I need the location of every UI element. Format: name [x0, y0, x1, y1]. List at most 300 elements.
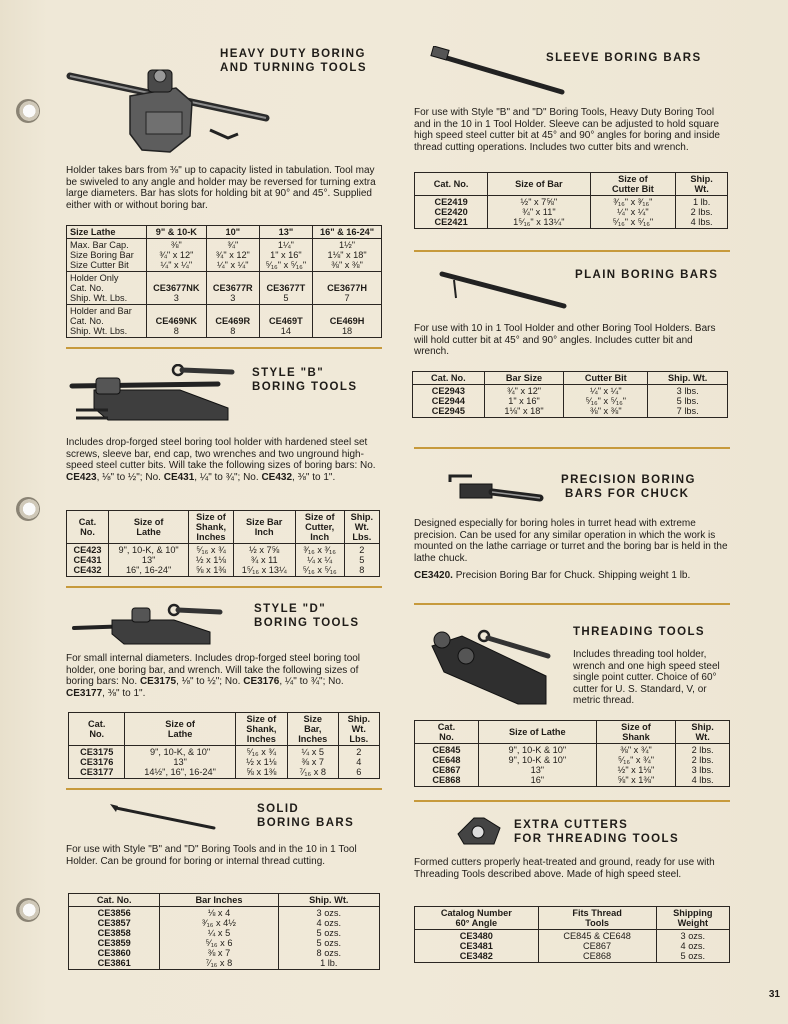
table-cell-line: CE3480 [459, 931, 493, 941]
extra-title: EXTRA CUTTERS FOR THREADING TOOLS [514, 819, 680, 845]
table-cell-line: 5 [283, 293, 289, 303]
table-cell [313, 272, 382, 305]
column-header-line: Size of [304, 512, 335, 522]
column-header-line: Inches [298, 734, 328, 744]
table-cell-line: 8 [173, 326, 179, 336]
table-cell-line: CE3856 [97, 908, 131, 918]
column-header-line: Catalog Number [440, 908, 512, 918]
column-header [295, 511, 344, 544]
section-divider [414, 250, 730, 252]
table-cell-line: CE3175 [80, 747, 114, 757]
table-cell-line: ⅜ x 7 [301, 757, 324, 767]
table-cell-line: 1⁵⁄₁₆ x 13¼ [241, 565, 287, 575]
column-header-line: Inches [196, 532, 226, 542]
column-header: Cat. No. [413, 372, 485, 385]
table-cell [676, 744, 730, 787]
column-header-line: Wt. [694, 184, 709, 194]
heavy-duty-title: HEAVY DUTY BORING AND TURNING TOOLS [220, 48, 367, 74]
table-cell [146, 305, 206, 338]
table-cell-line: ³⁄₁₆ x 4½ [202, 918, 236, 928]
threading-table [414, 720, 730, 787]
catalog-number: CE423 [66, 471, 97, 483]
column-header-line: Fits Thread [572, 908, 622, 918]
column-header-line: Size Bar [246, 517, 283, 527]
binder-hole [16, 99, 40, 123]
table-cell-line: ¼" x ¼" [160, 260, 193, 270]
sleeve-description: For use with Style "B" and "D" Boring Tools, Heavy Duty Boring Tool and in the 10 in 1 Tool Holder. Sleeve can be adjusted to hold square high speed steel cutter bit at 45° and 90° angles for boring and inside thread cutting operations. Includes two cutter bits and wrench. [414, 107, 720, 153]
sleeve-title: SLEEVE BORING BARS [546, 52, 702, 64]
row-label-line: Ship. Wt. Lbs. [70, 293, 128, 303]
table-cell-line: CE3482 [459, 951, 493, 961]
table-cell [538, 930, 656, 963]
table-cell-line: ³⁄₁₆" x ³⁄₁₆" [613, 197, 653, 207]
column-header-line: Cutter Bit [611, 184, 654, 194]
table-cell-line: CE2419 [434, 197, 468, 207]
table-cell-line: ½ x 1⅛ [195, 555, 227, 565]
table-cell-line: ⁵⁄₁₆" x ⁵⁄₁₆" [265, 260, 307, 270]
threading-title: THREADING TOOLS [573, 626, 705, 638]
column-header-line: Cat. [437, 722, 456, 732]
section-divider [414, 800, 730, 802]
column-header [415, 173, 488, 196]
extra-table [414, 906, 730, 963]
table-cell-line: ⅝ x 1⅜ [246, 767, 277, 777]
page-number: 31 [768, 989, 780, 1000]
table-cell [189, 544, 233, 577]
style-d-description [66, 653, 382, 699]
table-cell-line: ⁵⁄₁₆ x 6 [205, 938, 233, 948]
table-cell-line: CE845 [432, 745, 461, 755]
table-cell-line: CE3176 [80, 757, 114, 767]
column-header-line: 60° Angle [455, 918, 498, 928]
column-header-line: Inch [254, 527, 274, 537]
table-cell-line: CE2943 [431, 386, 465, 396]
table-cell [676, 196, 728, 229]
precision-cat-no: CE3420. [414, 570, 453, 581]
table-cell-line: ⅜" x ¾" [620, 745, 652, 755]
table-cell-line: ⅝ x 1⅜ [195, 565, 227, 575]
table-cell-line: ⁷⁄₁₆ x 8 [299, 767, 326, 777]
table-cell-line [263, 306, 309, 316]
description-text: Includes drop-forged steel boring tool holder with hardened steel set screws, sleeve bar, end cap, two wrenches and two unground high-speed steel cutter bits. Will take the following sizes of boring bars: No. [66, 437, 376, 472]
binder-hole [16, 497, 40, 521]
table-cell-line: CE423 [73, 545, 102, 555]
column-header [108, 511, 188, 544]
table-cell-line: CE3177 [80, 767, 114, 777]
table-cell [596, 744, 676, 787]
table-cell-line: 2 lbs. [691, 755, 714, 765]
table-cell-line: ¼ x 5 [301, 747, 324, 757]
binder-hole [16, 898, 40, 922]
table-cell [415, 930, 539, 963]
table-cell-line: CE469R [215, 316, 251, 326]
table-cell [233, 544, 295, 577]
column-header-line: Size of [618, 174, 648, 184]
table-cell-line: 7 lbs. [676, 406, 699, 416]
description-text: , ¼" to ¾"; No. [194, 471, 262, 483]
section-divider [66, 788, 382, 790]
table-row [67, 239, 382, 272]
column-header [235, 713, 287, 746]
column-header [287, 713, 338, 746]
table-cell [259, 305, 312, 338]
table-cell [338, 746, 379, 779]
column-header [478, 721, 596, 744]
column-header [344, 511, 379, 544]
table-cell-line: CE3859 [97, 938, 131, 948]
table-cell-line: CE845 & CE648 [563, 931, 631, 941]
table-cell-line: 13" [173, 757, 187, 767]
table-cell [313, 239, 382, 272]
table-cell [259, 272, 312, 305]
table-cell-line [150, 306, 203, 316]
row-label-line: Holder Only [70, 273, 119, 283]
table-cell [69, 746, 125, 779]
precision-boring-bar-image [446, 472, 544, 510]
heavy-duty-boring-tool-image [66, 66, 290, 158]
table-cell [415, 196, 488, 229]
table-cell-line: ⁵⁄₁₆ x ¾ [196, 545, 226, 555]
column-header [69, 713, 125, 746]
table-cell-line: ¾" x 12" [159, 250, 194, 260]
column-header [488, 173, 590, 196]
table-cell-line [263, 273, 309, 283]
table-cell-line: CE2944 [431, 396, 465, 406]
table-cell-line: 1½" [339, 240, 356, 250]
table-cell-line: 3 lbs. [691, 765, 714, 775]
column-header [415, 721, 479, 744]
table-cell-line: 9", 10-K & 10" [508, 745, 567, 755]
column-header-line: Shank, [246, 724, 277, 734]
table-cell-line: CE3861 [97, 958, 131, 968]
table-cell-line [316, 306, 378, 316]
table-cell-line: 4 lbs. [691, 775, 714, 785]
description-text: , ⅛" to ½"; No. [96, 471, 164, 483]
column-header-line: Wt. [354, 522, 369, 532]
table-cell-line: 3 ozs. [680, 931, 706, 941]
column-header-line: Lbs. [352, 532, 372, 542]
table-cell-line [150, 273, 203, 283]
table-cell-line: CE469NK [155, 316, 198, 326]
table-cell-line: 9", 10-K & 10" [508, 755, 567, 765]
table-row [67, 305, 382, 338]
table-cell [287, 746, 338, 779]
heavy-duty-table [66, 225, 382, 338]
description-text: , ¼" to ¾"; No. [279, 676, 344, 688]
style-b-description [66, 437, 382, 483]
row-label-line: Cat. No. [70, 316, 104, 326]
table-cell-line: 3 ozs. [316, 908, 342, 918]
table-cell-line: ¾ x 11 [250, 555, 278, 565]
catalog-number: CE3177 [66, 687, 103, 699]
column-header [233, 511, 295, 544]
precision-cat-desc: Precision Boring Bar for Chuck. Shipping weight 1 lb. [455, 570, 691, 581]
column-header [338, 713, 379, 746]
column-header-line: Shank [622, 732, 650, 742]
table-cell-line: CE867 [432, 765, 461, 775]
row-label-line: Size Boring Bar [70, 250, 134, 260]
precision-title: PRECISION BORING BARS FOR CHUCK [561, 474, 696, 500]
table-cell-line: ¼ x 5 [207, 928, 231, 938]
style-b-boring-tool-image [68, 364, 242, 426]
style-d-title: STYLE "D" BORING TOOLS [254, 603, 360, 629]
table-cell [206, 239, 259, 272]
table-cell-line: 1⁵⁄₁₆" x 13¼" [513, 217, 565, 227]
table-cell-line: ¼" x ¼" [617, 207, 649, 217]
table-cell-line: 18 [341, 326, 353, 336]
table-cell-line: ½" x 7⅝" [520, 197, 558, 207]
table-cell [484, 385, 564, 418]
table-cell-line: ¾" x 11" [522, 207, 556, 217]
table-cell [295, 544, 344, 577]
table-cell-line [316, 273, 378, 283]
column-header-line: Lathe [167, 729, 193, 739]
plain-boring-bar-image [432, 266, 568, 312]
table-cell [160, 907, 278, 970]
table-cell [564, 385, 648, 418]
column-header: Bar Size [484, 372, 564, 385]
table-cell-line: ⅜" x ⅜" [331, 260, 363, 270]
column-header: Ship. Wt. [648, 372, 728, 385]
threading-description: Includes threading tool holder, wrench and one high speed steel single point cutter. Choice of 60° cutter for U. S. Standard, V, or metric thread. [573, 649, 720, 707]
table-cell-line: 14½", 16", 16-24" [144, 767, 216, 777]
table-cell [206, 305, 259, 338]
section-divider [414, 447, 730, 449]
table-cell-line: 5 [359, 555, 365, 565]
column-header-line: Shipping [673, 908, 713, 918]
column-header [538, 907, 656, 930]
table-cell-line: 14 [280, 326, 291, 336]
table-cell [146, 272, 206, 305]
table-cell-line: 9", 10-K, & 10" [118, 545, 179, 555]
table-cell-line: 2 lbs. [691, 745, 714, 755]
plain-description: For use with 10 in 1 Tool Holder and other Boring Tool Holders. Bars will hold cutter bit at 45° and 90° angles. Includes cutter bit and wrench. [414, 323, 716, 358]
table-cell-line: CE469H [329, 316, 365, 326]
precision-catalog-line [414, 570, 730, 582]
table-cell-line: ⁵⁄₁₆ x ⁵⁄₁₆ [302, 565, 337, 575]
table-cell-line: 6 [356, 767, 362, 777]
table-cell [344, 544, 379, 577]
table-cell-line: ⁵⁄₁₆ x ¾ [246, 747, 277, 757]
table-cell-line: CE3677H [327, 283, 367, 293]
column-header-line: Ship. [690, 174, 713, 184]
column-header-line: Cat. No. [433, 179, 469, 189]
column-header: Bar Inches [160, 894, 278, 907]
table-cell-line: CE3677NK [153, 283, 200, 293]
table-cell-line: ¼ x ¼ [307, 555, 333, 565]
table-cell-line: ½" x 1⅛" [617, 765, 655, 775]
table-cell [206, 272, 259, 305]
column-header-line: Size of [196, 512, 226, 522]
table-cell-line: 1" x 16" [270, 250, 302, 260]
column-header-line: Bar, [304, 724, 322, 734]
column-header-line: Cat. [88, 719, 106, 729]
row-label [67, 272, 147, 305]
table-cell [478, 744, 596, 787]
table-cell-line: CE3677T [266, 283, 306, 293]
table-cell-line: 5 ozs. [316, 938, 342, 948]
table-cell-line: ¼" x ¼" [590, 386, 622, 396]
column-header-line: Lathe [136, 527, 161, 537]
table-cell-line: CE3677R [212, 283, 253, 293]
table-cell-line: CE3858 [97, 928, 131, 938]
column-header [590, 173, 676, 196]
table-cell [590, 196, 676, 229]
table-cell-line: 3 [173, 293, 179, 303]
style-b-table [66, 510, 380, 577]
table-cell [69, 907, 160, 970]
table-cell-line: 1¼" [277, 240, 294, 250]
precision-description: Designed especially for boring holes in turret head with extreme precision. Can be used for any similar operation in which the work is mounted on the lathe carriage or turret and the boring bar is held in the lathe chuck. [414, 518, 728, 564]
table-row [67, 272, 382, 305]
description-text: , ⅜" to 1". [102, 687, 146, 699]
table-cell-line: ⁵⁄₁₆" x ⁵⁄₁₆" [612, 217, 654, 227]
table-cell-line: CE3860 [97, 948, 131, 958]
section-divider [414, 603, 730, 605]
column-header-line: Ship. [691, 722, 714, 732]
column-header: Ship. Wt. [278, 894, 379, 907]
column-header-line: Size of [246, 714, 277, 724]
table-cell-line: 8 [359, 565, 365, 575]
threading-tool-image [422, 626, 552, 708]
column-header-line: Size of Bar [515, 179, 563, 189]
solid-table [68, 893, 380, 970]
column-header: Size Lathe [67, 226, 147, 239]
table-cell-line: 1" x 16" [508, 396, 540, 406]
extra-description: Formed cutters properly heat-treated and ground, ready for use with Threading Tools described above. Made of high speed steel. [414, 857, 715, 880]
section-divider [66, 347, 382, 349]
table-cell-line: 5 ozs. [680, 951, 706, 961]
row-label-line: Cat. No. [70, 283, 104, 293]
table-cell-line: CE2421 [434, 217, 468, 227]
catalog-number: CE3175 [139, 676, 177, 688]
table-cell [415, 744, 479, 787]
row-label [67, 239, 147, 272]
column-header [676, 721, 730, 744]
column-header-line: Ship. [347, 714, 371, 724]
table-cell [259, 239, 312, 272]
table-cell-line: CE3481 [459, 941, 493, 951]
table-cell [313, 305, 382, 338]
table-cell [125, 746, 235, 779]
heavy-duty-description: Holder takes bars from ⅜" up to capacity listed in tabulation. Tool may be swiveled to any angle and holder may be reversed for turning extra large diameters. Bar has slots for holding bit at 90° and 45°. Supplied either with or without boring bar. [66, 165, 376, 211]
column-header: 16" & 16-24" [313, 226, 382, 239]
column-header-line: Cutter, [305, 522, 335, 532]
table-cell-line: ⁷⁄₁₆ x 8 [205, 958, 233, 968]
table-cell-line: 1⅛" x 18" [504, 406, 544, 416]
table-cell [648, 385, 728, 418]
column-header-line: Size of [621, 722, 651, 732]
catalog-number: CE431 [163, 471, 195, 483]
column-header [596, 721, 676, 744]
table-cell-line: 4 [356, 757, 362, 767]
row-label-line: Max. Bar Cap. [70, 240, 129, 250]
style-b-title: STYLE "B" BORING TOOLS [252, 367, 358, 393]
row-label-line: Holder and Bar [70, 306, 132, 316]
column-header-line: Size [303, 714, 322, 724]
column-header [125, 713, 235, 746]
column-header-line: No. [80, 527, 95, 537]
column-header [656, 907, 729, 930]
column-header: 13" [259, 226, 312, 239]
row-label-line: Size Cutter Bit [70, 260, 129, 270]
style-d-boring-tool-image [70, 602, 226, 648]
table-cell-line: 9", 10-K, & 10" [150, 747, 211, 757]
table-cell-line: ⅜" x ⅜" [590, 406, 622, 416]
catalog-number: CE3176 [243, 676, 280, 688]
table-cell-line: 3 lbs. [676, 386, 699, 396]
column-header [189, 511, 233, 544]
row-label [67, 305, 147, 338]
table-cell-line: 16" [530, 775, 545, 785]
column-header [676, 173, 728, 196]
column-header: Cat. No. [69, 894, 160, 907]
column-header: Cutter Bit [564, 372, 648, 385]
table-cell-line: CE469T [269, 316, 303, 326]
table-cell-line: CE431 [73, 555, 102, 565]
column-header-line: Shank, [195, 522, 227, 532]
description-text: , ⅜" to 1". [292, 471, 336, 483]
table-cell-line: CE868 [583, 951, 612, 961]
table-cell-line: 1 lb. [320, 958, 338, 968]
table-cell-line: ⁵⁄₁₆" x ⁵⁄₁₆" [585, 396, 627, 406]
plain-title: PLAIN BORING BARS [575, 269, 719, 281]
column-header-line: Inch [310, 532, 330, 542]
table-cell-line: 2 [359, 545, 365, 555]
description-text: For small internal diameters. Includes drop-forged steel boring tool holder, one boring bar, and wrench. Will take the following sizes of boring bars: No. [66, 653, 361, 688]
table-cell-line: ¾" x 12" [506, 386, 542, 396]
column-header: 10" [206, 226, 259, 239]
column-header-line: Size of [165, 719, 195, 729]
solid-description: For use with Style "B" and "D" Boring Tools and in the 10 in 1 Tool Holder. Can be ground for boring or internal thread cutting. [66, 844, 357, 867]
solid-title: SOLID BORING BARS [257, 803, 355, 829]
column-header [415, 907, 539, 930]
extra-cutter-image [454, 814, 504, 848]
table-cell-line: ³⁄₁₆ x ³⁄₁₆ [303, 545, 336, 555]
column-header: 9" & 10-K [146, 226, 206, 239]
table-cell-line: ½ x 7⅝ [249, 545, 280, 555]
column-header-line: Inches [246, 734, 276, 744]
table-cell-line: 5 ozs. [316, 928, 342, 938]
table-cell-line: CE3857 [97, 918, 131, 928]
table-cell-line: 16", 16-24" [125, 565, 172, 575]
table-cell-line: ¾" [227, 240, 239, 250]
column-header-line: Wt. [695, 732, 710, 742]
column-header-line: No. [439, 732, 454, 742]
table-cell [656, 930, 729, 963]
table-cell-line: 8 ozs. [316, 948, 342, 958]
table-cell-line: ⅜ x 7 [207, 948, 231, 958]
table-cell-line: ¾" x 12" [215, 250, 250, 260]
table-cell-line: CE648 [432, 755, 461, 765]
sleeve-table [414, 172, 728, 229]
column-header-line: Weight [677, 918, 709, 928]
table-cell [278, 907, 379, 970]
table-cell-line: 2 lbs. [690, 207, 713, 217]
table-cell-line: ¼" x ¼" [217, 260, 249, 270]
table-cell-line: 2 [356, 747, 362, 757]
column-header-line: Ship. [350, 512, 374, 522]
table-cell-line: 4 ozs. [316, 918, 342, 928]
table-cell-line: CE867 [583, 941, 612, 951]
column-header-line: Size of Lathe [508, 727, 566, 737]
table-cell-line: ½ x 1⅛ [246, 757, 277, 767]
table-cell-line [210, 273, 256, 283]
column-header-line: Tools [585, 918, 610, 928]
table-cell-line: 7 [344, 293, 350, 303]
table-cell-line: ⅝" x 1⅜" [617, 775, 655, 785]
table-cell-line: CE2945 [431, 406, 465, 416]
